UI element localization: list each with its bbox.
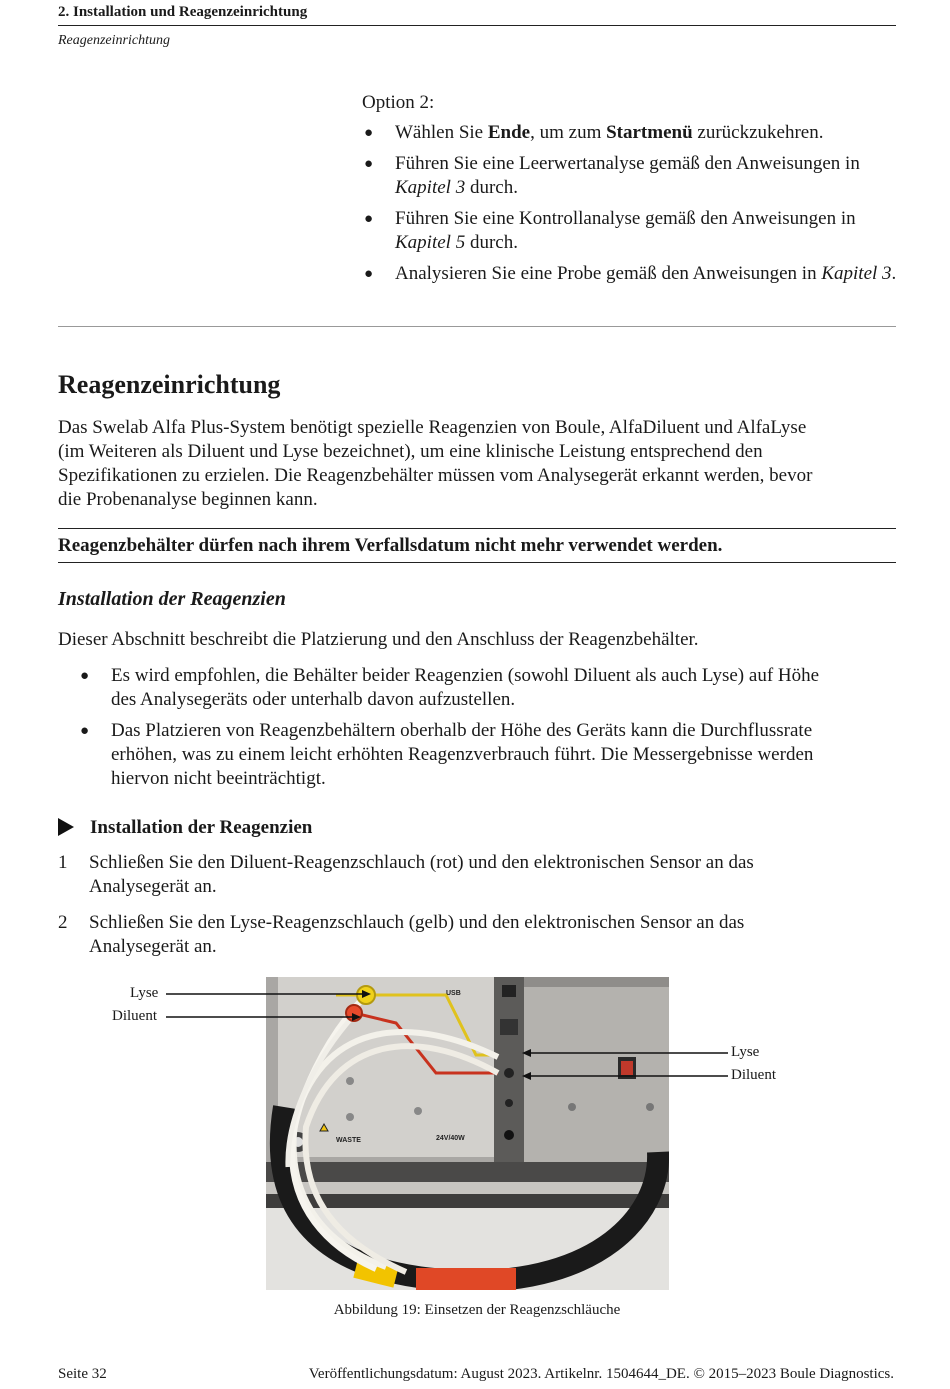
bullet-icon: ●	[364, 266, 374, 282]
callout-diluent-left: Diluent	[112, 1008, 157, 1024]
section-divider	[58, 326, 896, 327]
subsection-title: Installation der Reagenzien	[58, 588, 286, 610]
list-item: ● Führen Sie eine Leerwertanalyse gemäß den Anweisungen in Kapitel 3 durch.	[364, 153, 860, 198]
publication-info: Veröffentlichungsdatum: August 2023. Artikelnr. 1504644_DE. © 2015–2023 Boule Diagnostics.	[308, 1366, 894, 1382]
list-item: ● Analysieren Sie eine Probe gemäß den Anweisungen in Kapitel 3.	[364, 263, 897, 284]
list-item: ● Wählen Sie Ende, um zum Startmenü zurückzukehren.	[364, 122, 824, 143]
bullet-icon: ●	[80, 723, 90, 739]
bullet-icon: ●	[364, 211, 374, 227]
procedure-steps	[58, 851, 858, 971]
callout-lyse-right: Lyse	[731, 1044, 760, 1060]
section-intro: Das Swelab Alfa Plus-System benötigt spezielle Reagenzien von Boule, AlfaDiluent und AlfaLyse (im Weiteren als Diluent und Lyse bezeichnet), um eine klinische Leistung entsprechend den Spezifikationen zu erzielen. Die Reagenzbehälter müssen vom Analysegerät erkannt werden, bevor die Probenanalyse beginnen kann.	[58, 417, 813, 510]
page-number: Seite 32	[58, 1366, 107, 1382]
warning-rule-top	[58, 528, 896, 529]
chapter-reference: Kapitel 5	[395, 232, 466, 253]
callout-lyse-left: Lyse	[130, 985, 159, 1001]
chapter-header: 2. Installation und Reagenzeinrichtung	[58, 4, 308, 20]
startmenu-term: Startmenü	[606, 122, 693, 143]
warning-note: Reagenzbehälter dürfen nach ihrem Verfallsdatum nicht mehr verwendet werden.	[58, 535, 723, 556]
procedure-heading: Installation der Reagenzien	[58, 817, 312, 839]
section-title: Reagenzeinrichtung	[58, 370, 281, 399]
option-label: Option 2:	[362, 92, 435, 113]
panel-label-usb: USB	[446, 990, 461, 997]
chapter-reference: Kapitel 3	[821, 263, 892, 284]
list-item: ● Das Platzieren von Reagenzbehältern oberhalb der Höhe des Geräts kann die Durchflussrate erhöhen, was zu einem leicht erhöhten Reagenzverbrauch führt. Die Messergebnisse werden hiervon nicht beeinträchtigt.	[80, 720, 814, 789]
bullet-icon: ●	[364, 125, 374, 141]
section-header: Reagenzeinrichtung	[58, 33, 170, 48]
panel-label-power: 24V/40W	[436, 1135, 465, 1142]
figure-callout-lines	[0, 960, 950, 1100]
bullet-icon: ●	[364, 156, 374, 172]
warning-rule-bottom	[58, 562, 896, 563]
option-list	[362, 121, 902, 293]
ende-term: Ende	[487, 122, 531, 143]
procedure-step: 2 Schließen Sie den Lyse-Reagenzschlauch (gelb) und den elektronischen Sensor an das Analysegerät an.	[58, 912, 745, 957]
subsection-intro: Dieser Abschnitt beschreibt die Platzierung und den Anschluss der Reagenzbehälter.	[58, 629, 699, 650]
recommendation-list	[78, 664, 898, 798]
bullet-icon: ●	[80, 668, 90, 684]
chapter-reference: Kapitel 3	[395, 177, 466, 198]
procedure-triangle-icon	[58, 818, 74, 836]
panel-label-waste: WASTE	[336, 1137, 361, 1144]
header-rule	[58, 25, 896, 26]
callout-diluent-right: Diluent	[731, 1067, 776, 1083]
list-item: ● Es wird empfohlen, die Behälter beider Reagenzien (sowohl Diluent als auch Lyse) auf Höhe des Analysegeräts oder unterhalb davon aufzustellen.	[80, 665, 820, 710]
list-item: ● Führen Sie eine Kontrollanalyse gemäß den Anweisungen in Kapitel 5 durch.	[364, 208, 856, 253]
figure-caption: Abbildung 19: Einsetzen der Reagenzschläuche	[333, 1302, 621, 1318]
procedure-step: 1 Schließen Sie den Diluent-Reagenzschlauch (rot) und den elektronischen Sensor an das Analysegerät an.	[58, 852, 754, 897]
